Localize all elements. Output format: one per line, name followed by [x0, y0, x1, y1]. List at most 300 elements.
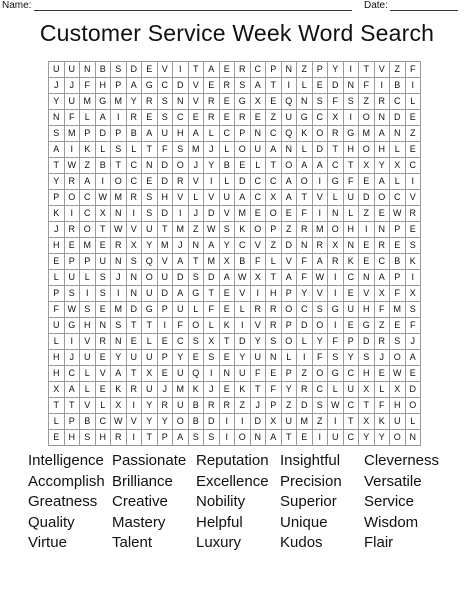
grid-cell[interactable]: F: [312, 350, 328, 366]
grid-cell[interactable]: N: [405, 430, 421, 446]
grid-cell[interactable]: X: [328, 238, 344, 254]
grid-cell[interactable]: O: [188, 318, 204, 334]
grid-cell[interactable]: A: [204, 238, 220, 254]
grid-cell[interactable]: G: [235, 94, 251, 110]
grid-cell[interactable]: A: [297, 158, 313, 174]
grid-cell[interactable]: C: [390, 94, 406, 110]
grid-cell[interactable]: E: [157, 334, 173, 350]
grid-cell[interactable]: R: [405, 206, 421, 222]
grid-cell[interactable]: L: [328, 190, 344, 206]
grid-cell[interactable]: Z: [359, 206, 375, 222]
grid-cell[interactable]: X: [405, 286, 421, 302]
grid-cell[interactable]: H: [359, 302, 375, 318]
grid-cell[interactable]: M: [111, 302, 127, 318]
grid-cell[interactable]: E: [312, 78, 328, 94]
grid-cell[interactable]: N: [359, 270, 375, 286]
grid-cell[interactable]: A: [173, 430, 189, 446]
grid-cell[interactable]: K: [235, 222, 251, 238]
grid-cell[interactable]: W: [111, 414, 127, 430]
grid-cell[interactable]: G: [142, 302, 158, 318]
grid-cell[interactable]: H: [49, 366, 65, 382]
grid-cell[interactable]: R: [142, 94, 158, 110]
grid-cell[interactable]: U: [343, 190, 359, 206]
grid-cell[interactable]: P: [343, 334, 359, 350]
grid-cell[interactable]: L: [95, 142, 111, 158]
grid-cell[interactable]: R: [126, 382, 142, 398]
grid-cell[interactable]: O: [142, 270, 158, 286]
grid-cell[interactable]: P: [64, 254, 80, 270]
grid-cell[interactable]: C: [312, 382, 328, 398]
grid-cell[interactable]: I: [64, 142, 80, 158]
grid-cell[interactable]: D: [157, 174, 173, 190]
grid-cell[interactable]: P: [390, 222, 406, 238]
grid-cell[interactable]: X: [359, 414, 375, 430]
grid-cell[interactable]: R: [266, 302, 282, 318]
grid-cell[interactable]: P: [49, 286, 65, 302]
grid-cell[interactable]: E: [95, 382, 111, 398]
grid-cell[interactable]: Y: [142, 398, 158, 414]
grid-cell[interactable]: O: [405, 398, 421, 414]
grid-cell[interactable]: J: [250, 398, 266, 414]
grid-cell[interactable]: A: [49, 142, 65, 158]
grid-cell[interactable]: P: [157, 302, 173, 318]
grid-cell[interactable]: T: [49, 158, 65, 174]
grid-cell[interactable]: R: [219, 78, 235, 94]
grid-cell[interactable]: W: [390, 206, 406, 222]
grid-cell[interactable]: M: [64, 126, 80, 142]
grid-cell[interactable]: D: [157, 158, 173, 174]
grid-cell[interactable]: T: [204, 286, 220, 302]
grid-cell[interactable]: R: [250, 302, 266, 318]
grid-cell[interactable]: N: [111, 334, 127, 350]
grid-cell[interactable]: U: [95, 254, 111, 270]
grid-cell[interactable]: R: [204, 110, 220, 126]
grid-cell[interactable]: T: [142, 430, 158, 446]
grid-cell[interactable]: S: [328, 350, 344, 366]
grid-cell[interactable]: P: [312, 62, 328, 78]
grid-cell[interactable]: O: [235, 142, 251, 158]
grid-cell[interactable]: E: [219, 350, 235, 366]
grid-cell[interactable]: T: [343, 158, 359, 174]
grid-cell[interactable]: Y: [111, 350, 127, 366]
grid-cell[interactable]: X: [390, 382, 406, 398]
grid-cell[interactable]: A: [281, 270, 297, 286]
grid-cell[interactable]: V: [188, 78, 204, 94]
grid-cell[interactable]: Y: [173, 350, 189, 366]
grid-cell[interactable]: R: [374, 94, 390, 110]
grid-cell[interactable]: O: [281, 334, 297, 350]
grid-cell[interactable]: Y: [312, 334, 328, 350]
grid-cell[interactable]: H: [80, 318, 96, 334]
grid-cell[interactable]: Y: [359, 430, 375, 446]
grid-cell[interactable]: I: [126, 398, 142, 414]
grid-cell[interactable]: T: [111, 158, 127, 174]
grid-cell[interactable]: O: [266, 206, 282, 222]
grid-cell[interactable]: S: [188, 430, 204, 446]
grid-cell[interactable]: J: [374, 350, 390, 366]
grid-cell[interactable]: N: [343, 238, 359, 254]
grid-cell[interactable]: A: [188, 126, 204, 142]
grid-cell[interactable]: N: [374, 222, 390, 238]
grid-cell[interactable]: Y: [49, 174, 65, 190]
grid-cell[interactable]: R: [297, 382, 313, 398]
grid-cell[interactable]: J: [49, 78, 65, 94]
grid-cell[interactable]: E: [219, 94, 235, 110]
grid-cell[interactable]: R: [95, 334, 111, 350]
grid-cell[interactable]: E: [219, 302, 235, 318]
grid-cell[interactable]: I: [405, 174, 421, 190]
grid-cell[interactable]: F: [390, 286, 406, 302]
grid-cell[interactable]: F: [266, 382, 282, 398]
grid-cell[interactable]: S: [204, 430, 220, 446]
grid-cell[interactable]: O: [281, 302, 297, 318]
grid-cell[interactable]: S: [390, 334, 406, 350]
grid-cell[interactable]: D: [235, 174, 251, 190]
grid-cell[interactable]: X: [359, 382, 375, 398]
grid-cell[interactable]: H: [49, 350, 65, 366]
grid-cell[interactable]: N: [49, 110, 65, 126]
grid-cell[interactable]: E: [359, 238, 375, 254]
grid-cell[interactable]: T: [142, 142, 158, 158]
grid-cell[interactable]: C: [250, 62, 266, 78]
grid-cell[interactable]: I: [374, 78, 390, 94]
grid-cell[interactable]: N: [126, 286, 142, 302]
grid-cell[interactable]: E: [219, 110, 235, 126]
grid-cell[interactable]: I: [219, 414, 235, 430]
grid-cell[interactable]: Z: [405, 126, 421, 142]
grid-cell[interactable]: I: [405, 78, 421, 94]
grid-cell[interactable]: Y: [374, 430, 390, 446]
grid-cell[interactable]: C: [297, 302, 313, 318]
grid-cell[interactable]: S: [312, 94, 328, 110]
grid-cell[interactable]: W: [204, 222, 220, 238]
grid-cell[interactable]: K: [235, 382, 251, 398]
grid-cell[interactable]: T: [250, 382, 266, 398]
grid-cell[interactable]: R: [111, 430, 127, 446]
grid-cell[interactable]: P: [157, 350, 173, 366]
grid-cell[interactable]: L: [250, 158, 266, 174]
grid-cell[interactable]: S: [343, 94, 359, 110]
grid-cell[interactable]: Q: [142, 254, 158, 270]
grid-cell[interactable]: S: [142, 206, 158, 222]
grid-cell[interactable]: U: [64, 94, 80, 110]
grid-cell[interactable]: Z: [281, 222, 297, 238]
grid-cell[interactable]: A: [374, 270, 390, 286]
grid-cell[interactable]: U: [142, 350, 158, 366]
grid-cell[interactable]: S: [80, 302, 96, 318]
grid-cell[interactable]: Z: [374, 318, 390, 334]
grid-cell[interactable]: L: [219, 174, 235, 190]
grid-cell[interactable]: A: [173, 254, 189, 270]
grid-cell[interactable]: U: [343, 302, 359, 318]
grid-cell[interactable]: L: [49, 270, 65, 286]
grid-cell[interactable]: L: [219, 142, 235, 158]
grid-cell[interactable]: K: [80, 142, 96, 158]
grid-cell[interactable]: O: [328, 222, 344, 238]
grid-cell[interactable]: V: [204, 190, 220, 206]
grid-cell[interactable]: Z: [312, 414, 328, 430]
grid-cell[interactable]: Z: [235, 398, 251, 414]
grid-cell[interactable]: I: [312, 174, 328, 190]
grid-cell[interactable]: B: [390, 78, 406, 94]
grid-cell[interactable]: U: [173, 302, 189, 318]
grid-cell[interactable]: O: [390, 430, 406, 446]
grid-cell[interactable]: G: [328, 302, 344, 318]
grid-cell[interactable]: M: [80, 94, 96, 110]
grid-cell[interactable]: R: [173, 174, 189, 190]
grid-cell[interactable]: T: [266, 158, 282, 174]
grid-cell[interactable]: C: [343, 270, 359, 286]
grid-cell[interactable]: O: [312, 318, 328, 334]
grid-cell[interactable]: U: [219, 190, 235, 206]
grid-cell[interactable]: H: [157, 190, 173, 206]
grid-cell[interactable]: A: [126, 78, 142, 94]
grid-cell[interactable]: O: [64, 190, 80, 206]
grid-cell[interactable]: F: [297, 206, 313, 222]
grid-cell[interactable]: F: [297, 270, 313, 286]
grid-cell[interactable]: R: [111, 238, 127, 254]
grid-cell[interactable]: L: [297, 78, 313, 94]
grid-cell[interactable]: E: [219, 286, 235, 302]
grid-cell[interactable]: U: [49, 318, 65, 334]
grid-cell[interactable]: T: [297, 190, 313, 206]
grid-cell[interactable]: X: [95, 206, 111, 222]
grid-cell[interactable]: I: [328, 414, 344, 430]
grid-cell[interactable]: S: [111, 62, 127, 78]
grid-cell[interactable]: V: [157, 254, 173, 270]
grid-cell[interactable]: R: [235, 62, 251, 78]
grid-cell[interactable]: E: [359, 174, 375, 190]
grid-cell[interactable]: E: [405, 222, 421, 238]
grid-cell[interactable]: R: [374, 334, 390, 350]
grid-cell[interactable]: R: [374, 238, 390, 254]
grid-cell[interactable]: L: [266, 254, 282, 270]
grid-cell[interactable]: D: [250, 414, 266, 430]
grid-cell[interactable]: K: [219, 318, 235, 334]
grid-cell[interactable]: N: [297, 94, 313, 110]
grid-cell[interactable]: O: [250, 222, 266, 238]
grid-cell[interactable]: E: [390, 318, 406, 334]
grid-cell[interactable]: W: [390, 366, 406, 382]
grid-cell[interactable]: V: [80, 398, 96, 414]
grid-cell[interactable]: D: [157, 286, 173, 302]
grid-cell[interactable]: S: [266, 334, 282, 350]
grid-cell[interactable]: C: [312, 110, 328, 126]
grid-cell[interactable]: W: [328, 398, 344, 414]
grid-cell[interactable]: P: [111, 126, 127, 142]
grid-cell[interactable]: S: [188, 334, 204, 350]
grid-cell[interactable]: F: [297, 254, 313, 270]
grid-cell[interactable]: S: [157, 94, 173, 110]
grid-cell[interactable]: W: [64, 158, 80, 174]
grid-cell[interactable]: M: [80, 238, 96, 254]
grid-cell[interactable]: R: [266, 318, 282, 334]
grid-cell[interactable]: Y: [235, 350, 251, 366]
grid-cell[interactable]: S: [173, 142, 189, 158]
grid-cell[interactable]: U: [64, 270, 80, 286]
grid-cell[interactable]: M: [297, 414, 313, 430]
grid-cell[interactable]: I: [95, 174, 111, 190]
grid-cell[interactable]: N: [390, 126, 406, 142]
grid-cell[interactable]: V: [312, 286, 328, 302]
grid-cell[interactable]: C: [405, 158, 421, 174]
grid-cell[interactable]: Y: [328, 62, 344, 78]
grid-cell[interactable]: I: [64, 334, 80, 350]
grid-cell[interactable]: C: [173, 110, 189, 126]
grid-cell[interactable]: I: [405, 270, 421, 286]
grid-cell[interactable]: U: [142, 286, 158, 302]
grid-cell[interactable]: Z: [80, 158, 96, 174]
grid-cell[interactable]: V: [173, 190, 189, 206]
grid-cell[interactable]: M: [111, 94, 127, 110]
grid-cell[interactable]: C: [219, 126, 235, 142]
grid-cell[interactable]: D: [204, 414, 220, 430]
grid-cell[interactable]: H: [173, 126, 189, 142]
grid-cell[interactable]: F: [359, 78, 375, 94]
grid-cell[interactable]: P: [281, 366, 297, 382]
grid-cell[interactable]: O: [173, 158, 189, 174]
grid-cell[interactable]: O: [281, 158, 297, 174]
grid-cell[interactable]: F: [328, 334, 344, 350]
grid-cell[interactable]: P: [157, 430, 173, 446]
grid-cell[interactable]: U: [49, 62, 65, 78]
grid-cell[interactable]: O: [80, 222, 96, 238]
grid-cell[interactable]: L: [297, 142, 313, 158]
grid-cell[interactable]: I: [173, 206, 189, 222]
grid-cell[interactable]: H: [374, 142, 390, 158]
grid-cell[interactable]: B: [188, 414, 204, 430]
grid-cell[interactable]: U: [281, 110, 297, 126]
grid-cell[interactable]: P: [281, 318, 297, 334]
grid-cell[interactable]: E: [343, 318, 359, 334]
grid-cell[interactable]: S: [142, 190, 158, 206]
grid-cell[interactable]: J: [64, 350, 80, 366]
grid-cell[interactable]: E: [157, 366, 173, 382]
grid-cell[interactable]: B: [95, 62, 111, 78]
grid-cell[interactable]: O: [312, 366, 328, 382]
grid-cell[interactable]: U: [250, 142, 266, 158]
grid-cell[interactable]: S: [95, 270, 111, 286]
grid-cell[interactable]: R: [297, 222, 313, 238]
grid-cell[interactable]: V: [374, 62, 390, 78]
grid-cell[interactable]: A: [111, 366, 127, 382]
grid-cell[interactable]: U: [126, 350, 142, 366]
grid-cell[interactable]: K: [297, 126, 313, 142]
grid-cell[interactable]: R: [126, 190, 142, 206]
grid-cell[interactable]: G: [343, 126, 359, 142]
grid-cell[interactable]: A: [235, 190, 251, 206]
grid-cell[interactable]: C: [343, 398, 359, 414]
grid-cell[interactable]: T: [188, 254, 204, 270]
grid-cell[interactable]: C: [343, 366, 359, 382]
grid-cell[interactable]: T: [266, 270, 282, 286]
grid-cell[interactable]: J: [111, 270, 127, 286]
grid-cell[interactable]: C: [328, 158, 344, 174]
grid-cell[interactable]: A: [266, 430, 282, 446]
grid-cell[interactable]: N: [111, 254, 127, 270]
grid-cell[interactable]: B: [95, 158, 111, 174]
grid-cell[interactable]: I: [126, 206, 142, 222]
grid-cell[interactable]: W: [64, 302, 80, 318]
grid-cell[interactable]: U: [343, 382, 359, 398]
grid-cell[interactable]: S: [405, 302, 421, 318]
grid-cell[interactable]: S: [359, 350, 375, 366]
grid-cell[interactable]: A: [374, 174, 390, 190]
grid-cell[interactable]: M: [111, 190, 127, 206]
grid-cell[interactable]: V: [95, 366, 111, 382]
grid-cell[interactable]: M: [235, 206, 251, 222]
grid-cell[interactable]: N: [188, 238, 204, 254]
grid-cell[interactable]: V: [250, 318, 266, 334]
grid-cell[interactable]: P: [49, 190, 65, 206]
grid-cell[interactable]: A: [219, 270, 235, 286]
grid-cell[interactable]: Y: [204, 158, 220, 174]
grid-cell[interactable]: L: [204, 126, 220, 142]
grid-cell[interactable]: V: [157, 62, 173, 78]
grid-cell[interactable]: A: [405, 350, 421, 366]
grid-cell[interactable]: G: [64, 318, 80, 334]
grid-cell[interactable]: R: [328, 126, 344, 142]
grid-cell[interactable]: S: [204, 350, 220, 366]
grid-cell[interactable]: C: [173, 334, 189, 350]
grid-cell[interactable]: V: [126, 414, 142, 430]
grid-cell[interactable]: T: [49, 398, 65, 414]
grid-cell[interactable]: J: [204, 382, 220, 398]
grid-cell[interactable]: O: [173, 414, 189, 430]
grid-cell[interactable]: V: [188, 94, 204, 110]
grid-cell[interactable]: E: [64, 238, 80, 254]
grid-cell[interactable]: L: [281, 350, 297, 366]
grid-cell[interactable]: E: [343, 286, 359, 302]
grid-cell[interactable]: L: [204, 318, 220, 334]
grid-cell[interactable]: E: [405, 110, 421, 126]
grid-cell[interactable]: L: [328, 382, 344, 398]
grid-cell[interactable]: A: [173, 286, 189, 302]
grid-cell[interactable]: M: [173, 222, 189, 238]
grid-cell[interactable]: E: [281, 206, 297, 222]
grid-cell[interactable]: L: [390, 142, 406, 158]
grid-cell[interactable]: I: [328, 286, 344, 302]
grid-cell[interactable]: N: [266, 350, 282, 366]
grid-cell[interactable]: U: [250, 350, 266, 366]
grid-cell[interactable]: C: [390, 190, 406, 206]
grid-cell[interactable]: P: [266, 222, 282, 238]
grid-cell[interactable]: I: [64, 206, 80, 222]
grid-cell[interactable]: A: [374, 126, 390, 142]
grid-cell[interactable]: M: [157, 238, 173, 254]
grid-cell[interactable]: F: [405, 318, 421, 334]
grid-cell[interactable]: L: [374, 382, 390, 398]
grid-cell[interactable]: C: [343, 430, 359, 446]
grid-cell[interactable]: H: [359, 366, 375, 382]
grid-cell[interactable]: T: [188, 62, 204, 78]
grid-cell[interactable]: V: [281, 254, 297, 270]
grid-cell[interactable]: O: [312, 126, 328, 142]
grid-cell[interactable]: N: [80, 62, 96, 78]
grid-cell[interactable]: L: [80, 110, 96, 126]
grid-cell[interactable]: B: [235, 254, 251, 270]
grid-cell[interactable]: E: [405, 142, 421, 158]
grid-cell[interactable]: B: [80, 414, 96, 430]
grid-cell[interactable]: R: [235, 110, 251, 126]
grid-cell[interactable]: N: [250, 430, 266, 446]
grid-cell[interactable]: R: [204, 398, 220, 414]
grid-cell[interactable]: D: [328, 78, 344, 94]
grid-cell[interactable]: X: [374, 286, 390, 302]
grid-cell[interactable]: K: [49, 206, 65, 222]
grid-cell[interactable]: C: [64, 366, 80, 382]
grid-cell[interactable]: F: [374, 398, 390, 414]
